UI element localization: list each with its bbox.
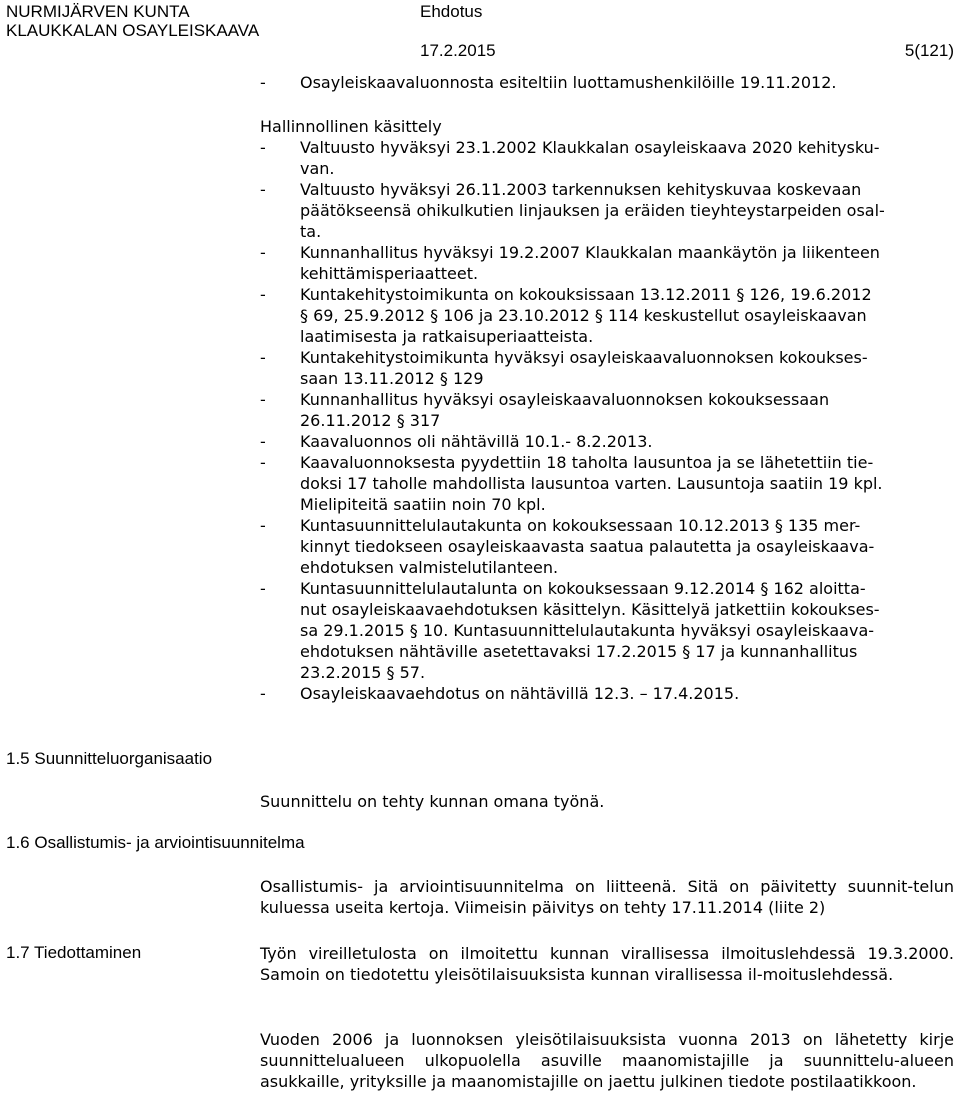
admin-item-line: sa 29.1.2015 § 10. Kuntasuunnittelulautakunta hyväksyi osayleiskaava-	[300, 621, 875, 640]
admin-item-line: 23.2.2015 § 57.	[300, 663, 426, 682]
top-list-item	[260, 72, 960, 93]
admin-handling-block	[260, 116, 960, 704]
admin-item-line: ehdotuksen valmistelutilanteen.	[300, 558, 559, 577]
admin-item-line: kehittämisperiaatteet.	[300, 264, 479, 283]
section-heading-1-6: 1.6 Osallistumis- ja arviointisuunnitelma	[6, 833, 305, 852]
list-dash: -	[260, 390, 266, 409]
list-dash: -	[260, 348, 266, 367]
document-type: Ehdotus	[420, 2, 483, 21]
admin-item-line: Kunnanhallitus hyväksyi 19.2.2007 Klaukkalan maankäytön ja liikenteen	[300, 243, 880, 262]
admin-item-line: van.	[300, 159, 335, 178]
list-dash: -	[260, 285, 266, 304]
list-dash: -	[260, 684, 266, 703]
admin-item-line: nut osayleiskaavaehdotuksen käsittelyn. Käsittelyä jatkettiin kokoukses-	[300, 600, 880, 619]
admin-item-line: doksi 17 taholle mahdollista lausuntoa varten. Lausuntoja saatiin 19 kpl.	[300, 474, 883, 493]
admin-list-item	[260, 683, 960, 704]
admin-item-line: 26.11.2012 § 317	[300, 411, 441, 430]
section-1-7-paragraph-1: Työn vireilletulosta on ilmoitettu kunnan virallisessa ilmoituslehdessä 19.3.2000. Samoin on tiedotettu yleisötilaisuuksista kunnan virallisessa il-moituslehdessä.	[260, 944, 954, 984]
list-dash: -	[260, 453, 266, 472]
admin-list-item	[260, 242, 960, 284]
admin-list-item	[260, 179, 960, 242]
admin-item-line: kinnyt tiedokseen osayleiskaavasta saatua palautetta ja osayleiskaava-	[300, 537, 875, 556]
admin-item-line: laatimisesta ja ratkaisuperiaatteista.	[300, 327, 594, 346]
admin-item-line: saan 13.11.2012 § 129	[300, 369, 484, 388]
admin-item-line: Kaavaluonnoksesta pyydettiin 18 taholta lausuntoa ja se lähetettiin tie-	[300, 453, 874, 472]
admin-heading: Hallinnollinen käsittely	[260, 117, 442, 136]
list-dash: -	[260, 516, 266, 535]
list-dash: -	[260, 180, 266, 199]
admin-item-line: Kuntasuunnittelulautalunta on kokouksessaan 9.12.2014 § 162 aloitta-	[300, 579, 866, 598]
list-dash: -	[260, 243, 266, 262]
admin-item-line: Mielipiteitä saatiin noin 70 kpl.	[300, 495, 546, 514]
section-heading-1-7: 1.7 Tiedottaminen	[6, 943, 142, 962]
section-1-5-text: Suunnittelu on tehty kunnan omana työnä.	[260, 792, 605, 811]
admin-item-line: Kuntasuunnittelulautakunta on kokouksessaan 10.12.2013 § 135 mer-	[300, 516, 861, 535]
page-number: 5(121)	[904, 41, 954, 60]
admin-item-line: Valtuusto hyväksyi 26.11.2003 tarkennuksen kehityskuvaa koskevaan	[300, 180, 862, 199]
admin-item-line: ehdotuksen nähtäville asetettavaksi 17.2.2015 § 17 ja kunnanhallitus	[300, 642, 858, 661]
admin-list-item	[260, 137, 960, 179]
admin-list-item	[260, 515, 960, 578]
admin-item-line: Kunnanhallitus hyväksyi osayleiskaavaluonnoksen kokouksessaan	[300, 390, 830, 409]
admin-list-item	[260, 578, 960, 683]
document-title: KLAUKKALAN OSAYLEISKAAVA	[6, 21, 260, 40]
admin-item-line: päätökseensä ohikulkutien linjauksen ja eräiden tieyhteystarpeiden osal-	[300, 201, 885, 220]
admin-item-line: Osayleiskaavaehdotus on nähtävillä 12.3. – 17.4.2015.	[300, 684, 740, 703]
admin-list-item	[260, 452, 960, 515]
admin-list-item	[260, 431, 960, 452]
admin-item-line: ta.	[300, 222, 322, 241]
admin-item-line: § 69, 25.9.2012 § 106 ja 23.10.2012 § 114 keskustellut osayleiskaavan	[300, 306, 867, 325]
admin-list-item	[260, 284, 960, 347]
list-dash: -	[260, 432, 266, 451]
admin-item-line: Kuntakehitystoimikunta hyväksyi osayleiskaavaluonnoksen kokoukses-	[300, 348, 868, 367]
list-dash: -	[260, 579, 266, 598]
section-1-7-paragraph-2: Vuoden 2006 ja luonnoksen yleisötilaisuuksista vuonna 2013 on lähetetty kirje suunnittelualueen ulkopuolella asuville maanomistajille ja suunnittelu-alueen asukkaille, yrityksille ja maanomistajille on jaettu julkinen tiedote postilaatikkoon.	[260, 1030, 954, 1091]
top-item-text: Osayleiskaavaluonnosta esiteltiin luottamushenkilöille 19.11.2012.	[300, 73, 837, 92]
admin-item-line: Kaavaluonnos oli nähtävillä 10.1.- 8.2.2013.	[300, 432, 653, 451]
admin-item-line: Valtuusto hyväksyi 23.1.2002 Klaukkalan osayleiskaava 2020 kehitysku-	[300, 138, 880, 157]
list-dash: -	[260, 73, 266, 92]
section-1-6-text: Osallistumis- ja arviointisuunnitelma on liitteenä. Sitä on päivitetty suunnit-telun kuluessa useita kertoja. Viimeisin päivitys on tehty 17.11.2014 (liite 2)	[260, 877, 954, 917]
document-date: 17.2.2015	[420, 41, 496, 60]
admin-list	[260, 137, 960, 704]
organization-name: NURMIJÄRVEN KUNTA	[6, 2, 190, 21]
admin-list-item	[260, 347, 960, 389]
section-heading-1-5: 1.5 Suunnitteluorganisaatio	[6, 749, 213, 768]
admin-list-item	[260, 389, 960, 431]
admin-item-line: Kuntakehitystoimikunta on kokouksissaan 13.12.2011 § 126, 19.6.2012	[300, 285, 872, 304]
list-dash: -	[260, 138, 266, 157]
